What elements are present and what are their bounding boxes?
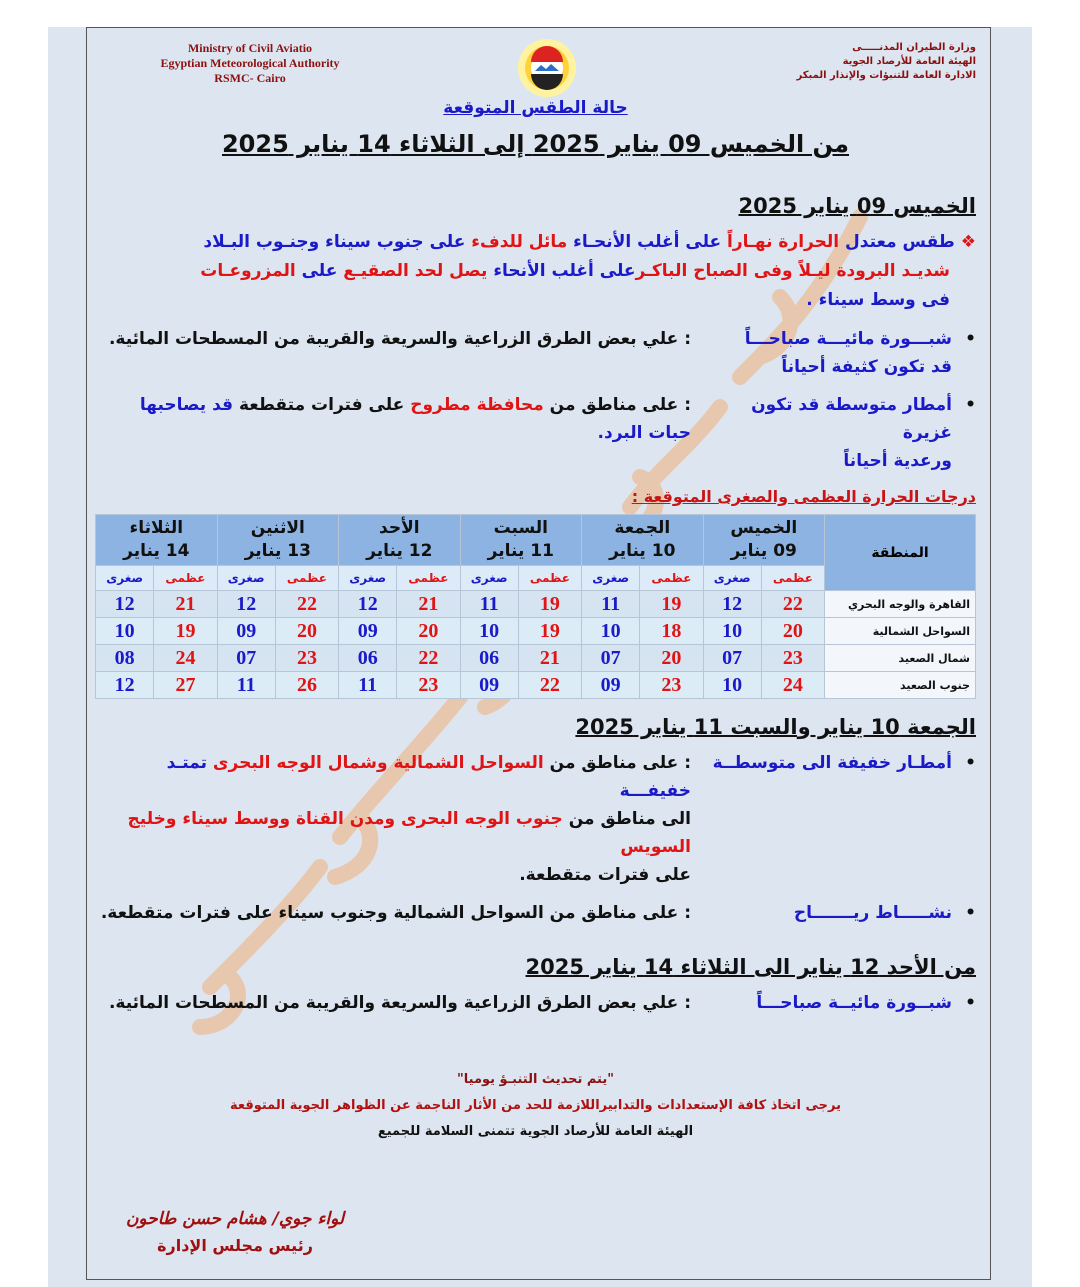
text-segment: شديـد البرودة ليـلاً وفى الصباح الباكـر — [635, 261, 950, 281]
text-segment: يصل لحد الصقيـع — [337, 261, 488, 281]
max-temp: 23 — [640, 672, 703, 699]
text-segment: تمتـد خفيفـــة — [166, 753, 691, 801]
table-row — [96, 645, 976, 672]
bullet-fog — [95, 989, 976, 1017]
region-name: جنوب الصعيد — [825, 672, 976, 699]
day-name: السبت — [493, 518, 549, 538]
max-temp: 24 — [761, 672, 824, 699]
forecast-content — [95, 194, 976, 1017]
min-temp: 10 — [582, 618, 640, 645]
table-row — [96, 618, 976, 645]
table-caption: درجات الحرارة العظمى والصغرى المتوقعة : — [631, 487, 976, 506]
max-temp: 27 — [154, 672, 217, 699]
bullet-text — [95, 325, 691, 353]
text-segment: : على مناطق من — [543, 753, 691, 773]
bullet-more: ورعدية أحياناً — [843, 451, 952, 471]
text-segment: : علي بعض الطرق الزراعية والسريعة والقريبة من المسطحات المائية. — [108, 993, 691, 1013]
min-temp: 09 — [460, 672, 518, 699]
day-header — [217, 515, 338, 566]
min-label: صغرى — [460, 566, 518, 591]
region-name: القاهرة والوجه البحري — [825, 591, 976, 618]
max-temp: 20 — [761, 618, 824, 645]
document-frame — [86, 27, 991, 1280]
text-segment: الحرارة نهـاراً — [721, 232, 840, 252]
min-temp: 10 — [96, 618, 154, 645]
min-temp: 08 — [96, 645, 154, 672]
temperature-table — [95, 514, 976, 699]
max-temp: 22 — [275, 591, 338, 618]
text-segment: على أغلب الأنحاء — [487, 261, 636, 281]
min-temp: 12 — [217, 591, 275, 618]
advice-note: يرجى اتخاذ كافة الإستعدادات والتدابيراللازمة للحد من الأثار الناجمة عن الظواهر الجوية المتوقعة — [229, 1098, 842, 1113]
min-label: صغرى — [96, 566, 154, 591]
region-name: شمال الصعيد — [825, 645, 976, 672]
min-temp: 07 — [217, 645, 275, 672]
day-date: 09 يناير — [730, 541, 797, 561]
day-header — [703, 515, 824, 566]
table-row — [96, 591, 976, 618]
text-segment: الى مناطق من — [562, 809, 691, 829]
max-temp: 18 — [640, 618, 703, 645]
min-temp: 12 — [339, 591, 397, 618]
text-segment: على فترات متقطعة — [233, 395, 405, 415]
text-segment: : علي بعض الطرق الزراعية والسريعة والقريبة من المسطحات المائية. — [108, 329, 691, 349]
section-heading-thursday: الخميس 09 يناير 2025 — [738, 194, 976, 218]
forecast-paragraph — [95, 228, 976, 315]
subtitle: حالة الطقس المتوقعة — [443, 98, 628, 118]
bullet-label: نشـــــاط ريـــــــاح — [793, 903, 952, 923]
day-header — [339, 515, 460, 566]
bullet-text-line — [95, 749, 691, 805]
day-date: 12 يناير — [366, 541, 433, 561]
max-temp: 20 — [397, 618, 460, 645]
min-temp: 10 — [460, 618, 518, 645]
english-header — [145, 41, 355, 86]
min-temp: 11 — [339, 672, 397, 699]
bullet-label: أمطار متوسطة قد تكون غزيرة — [751, 395, 952, 443]
bullet-wind — [95, 899, 976, 927]
bullet-text — [95, 899, 691, 927]
bullet-rain — [95, 391, 976, 475]
max-label: عظمى — [397, 566, 460, 591]
min-temp: 10 — [703, 618, 761, 645]
max-temp: 26 — [275, 672, 338, 699]
footer — [95, 1067, 976, 1145]
min-temp: 10 — [703, 672, 761, 699]
max-temp: 22 — [518, 672, 581, 699]
signature-block — [105, 1205, 365, 1259]
text-segment: محافظة مطروح — [404, 395, 544, 415]
text-segment: على جنوب سيناء وجنـوب البـلاد — [203, 232, 466, 252]
bullet-text — [95, 749, 691, 889]
text-segment: مائل للدفء — [465, 232, 568, 252]
bullet-more: قد تكون كثيفة أحياناً — [781, 357, 952, 377]
max-temp: 19 — [640, 591, 703, 618]
letterhead — [95, 38, 976, 178]
min-temp: 06 — [460, 645, 518, 672]
max-temp: 19 — [518, 618, 581, 645]
section-heading-sun-tue: من الأحد 12 يناير الى الثلاثاء 14 يناير 2025 — [525, 955, 976, 979]
max-temp: 21 — [397, 591, 460, 618]
min-label: صغرى — [217, 566, 275, 591]
max-temp: 20 — [640, 645, 703, 672]
day-name: الجمعة — [614, 518, 671, 538]
text-segment: على فترات متقطعة. — [519, 865, 691, 885]
max-label: عظمى — [154, 566, 217, 591]
page-title: من الخميس 09 يناير 2025 إلى الثلاثاء 14 يناير 2025 — [221, 130, 850, 158]
min-temp: 12 — [703, 591, 761, 618]
min-label: صغرى — [582, 566, 640, 591]
day-name: الأحد — [379, 518, 420, 538]
bullet-dot: • — [965, 395, 976, 415]
bullet-text — [95, 391, 691, 447]
min-temp: 07 — [582, 645, 640, 672]
signature-title: رئيس مجلس الإدارة — [157, 1236, 313, 1255]
min-temp: 11 — [217, 672, 275, 699]
section-heading-fri-sat: الجمعة 10 يناير والسبت 11 يناير 2025 — [575, 715, 976, 739]
text-segment: على — [295, 261, 338, 281]
day-date: 11 يناير — [487, 541, 554, 561]
bullet-dot: • — [965, 329, 976, 349]
day-date: 10 يناير — [609, 541, 676, 561]
max-temp: 21 — [518, 645, 581, 672]
bullet-dot: • — [965, 753, 976, 773]
max-temp: 19 — [518, 591, 581, 618]
min-temp: 11 — [582, 591, 640, 618]
region-header: المنطقة — [825, 515, 976, 591]
day-date: 14 يناير — [123, 541, 190, 561]
forecast-line — [95, 257, 976, 286]
max-temp: 23 — [397, 672, 460, 699]
max-label: عظمى — [761, 566, 824, 591]
department-ar: الادارة العامة للتنبؤات والإنذار المبكر — [796, 70, 976, 81]
max-temp: 24 — [154, 645, 217, 672]
day-name: الثلاثاء — [129, 518, 184, 538]
forecast-line — [95, 286, 976, 315]
bullet-label: شبــورة مائيــة صباحـــاً — [756, 993, 952, 1013]
max-label: عظمى — [518, 566, 581, 591]
authority-ar: الهيئة العامة للأرصاد الجوية — [842, 56, 976, 67]
day-name: الاثنين — [250, 518, 305, 538]
min-temp: 12 — [96, 591, 154, 618]
text-segment: السواحل الشمالية وشمال الوجه البحرى — [207, 753, 544, 773]
update-note: "يتم تحديث التنبـؤ يوميا" — [456, 1072, 615, 1087]
bullet-label: شبـــورة مائيـــة صباحـــاً — [744, 329, 952, 349]
max-temp: 20 — [275, 618, 338, 645]
day-name: الخميس — [730, 518, 798, 538]
max-temp: 19 — [154, 618, 217, 645]
arabic-header — [797, 41, 977, 83]
bullet-label: أمطـار خفيفة الى متوسطــة — [712, 753, 952, 773]
bullet-text — [95, 989, 691, 1017]
bullet-rain — [95, 749, 976, 889]
text-segment: جنوب الوجه البحرى ومدن القناة ووسط سيناء وخليج السويس — [127, 809, 691, 857]
text-segment: على أغلب الأنحـاء — [567, 232, 722, 252]
min-temp: 09 — [582, 672, 640, 699]
rsmc-en: RSMC- Cairo — [214, 71, 286, 85]
safety-wish: الهيئة العامة للأرصاد الجوية تتمنى السلامة للجميع — [377, 1124, 694, 1139]
min-temp: 06 — [339, 645, 397, 672]
min-label: صغرى — [703, 566, 761, 591]
bullet-dot: • — [965, 903, 976, 923]
forecast-line — [95, 228, 976, 257]
min-temp: 09 — [339, 618, 397, 645]
table-row — [96, 672, 976, 699]
text-segment: ❖ — [954, 232, 976, 252]
ministry-en: Ministry of Civil Aviatio — [187, 41, 313, 55]
ministry-ar: وزارة الطيران المدنـــــى — [852, 42, 976, 53]
min-temp: 11 — [460, 591, 518, 618]
max-label: عظمى — [640, 566, 703, 591]
min-label: صغرى — [339, 566, 397, 591]
max-temp: 22 — [397, 645, 460, 672]
max-label: عظمى — [275, 566, 338, 591]
authority-en: Egyptian Meteorological Authority — [160, 56, 340, 70]
region-name: السواحل الشمالية — [825, 618, 976, 645]
day-date: 13 يناير — [244, 541, 311, 561]
day-header — [96, 515, 218, 566]
min-temp: 09 — [217, 618, 275, 645]
day-header — [582, 515, 703, 566]
text-segment: قد يصاحبها حبات البرد. — [139, 395, 691, 443]
max-temp: 23 — [275, 645, 338, 672]
bullet-fog — [95, 325, 976, 381]
max-temp: 22 — [761, 591, 824, 618]
text-segment: : على مناطق من — [543, 395, 691, 415]
bullet-text-line — [95, 805, 691, 861]
day-header — [460, 515, 581, 566]
text-segment: : على مناطق من السواحل الشمالية وجنوب سيناء على فترات متقطعة. — [100, 903, 691, 923]
bullet-text-line — [95, 861, 691, 889]
min-temp: 12 — [96, 672, 154, 699]
max-temp: 23 — [761, 645, 824, 672]
text-segment: طقس معتدل — [839, 232, 955, 252]
text-segment: المزروعـات — [200, 261, 296, 281]
max-temp: 21 — [154, 591, 217, 618]
min-temp: 07 — [703, 645, 761, 672]
signature-name: لواء جوي/ هشام حسن طاحون — [125, 1209, 345, 1229]
text-segment: فى وسط سيناء . — [806, 290, 950, 310]
authority-logo — [517, 38, 577, 98]
bullet-dot: • — [965, 993, 976, 1013]
